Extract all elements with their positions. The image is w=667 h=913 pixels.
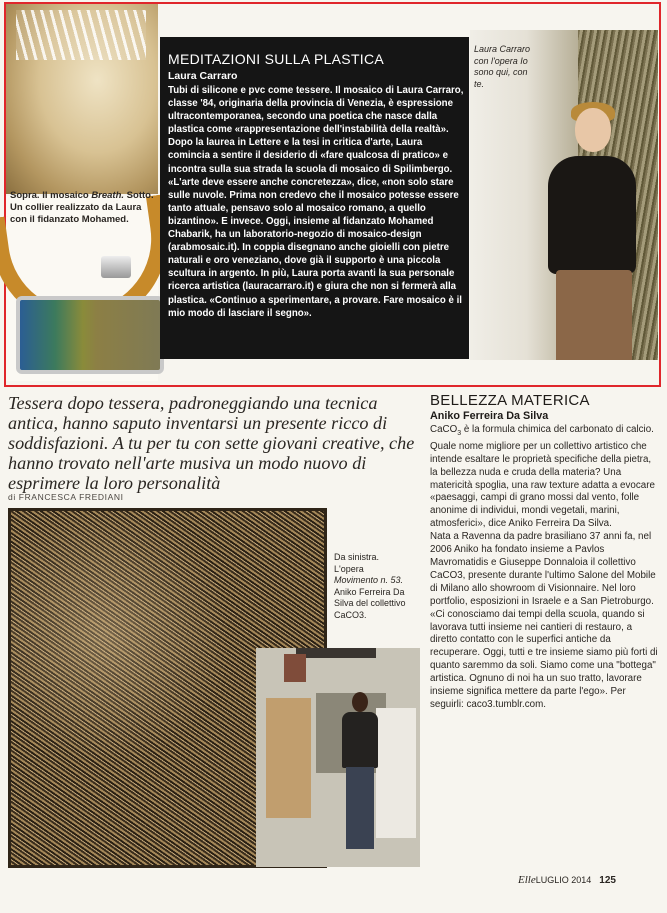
paragraph-text: è la formula chimica del carbonato di calcio. Quale nome migliore per un collettivo artistico che intende esaltare le proprietà specifiche della pietra, la bellezza nuda e cruda della materia? Una matericità spoglia, una raw texture adatta a evocare «paesaggi, campi di grano mossi dal vento, folle anonime di individui, mondi vegetali, marini, atmosferici», dice Aniko Ferreira Da Silva. [430, 424, 655, 530]
headline: Tessera dopo tessera, padroneggiando una tecnica antica, hanno saputo inventarsi un presente ricco di soddisfazioni. A tu per tu con sette giovani creative, che hanno trovato nell'arte musiva un modo nuovo di esprimere la loro personalità [8, 393, 415, 493]
article-box-laura [160, 37, 469, 359]
artist-name: Laura Carraro [168, 70, 238, 82]
page-number: 125 [599, 875, 616, 886]
wall-artwork [284, 654, 306, 682]
studio-lamp [296, 648, 376, 658]
aniko-figure [336, 692, 384, 852]
caption-breath [10, 190, 160, 226]
mosaic-breath-image [6, 4, 158, 194]
caption-text: Sotto. Un collier realizzato da Laura con il fidanzato Mohamed. [10, 190, 154, 225]
caption-movimento [334, 552, 406, 622]
panel-artwork [266, 698, 311, 818]
mosaic-pendant [16, 296, 164, 374]
figure-head [352, 692, 368, 712]
figure-body [342, 712, 378, 768]
issue-date: LUGLIO 2014 [535, 875, 592, 885]
skirt [556, 270, 632, 360]
article-body [430, 424, 660, 712]
page-footer [518, 874, 616, 886]
caption-text: Aniko Ferreira Da Silva del collettivo CaCO3. [334, 586, 406, 620]
caption-portrait: Laura Carraro con l'opera Io sono qui, con te. [474, 44, 531, 89]
artist-name: Aniko Ferreira Da Silva [430, 410, 549, 422]
black-top [548, 156, 636, 274]
necklace-clasp [101, 256, 131, 278]
figure-legs [346, 767, 374, 849]
plastic-tubes-detail [16, 10, 146, 60]
paragraph-text: Nata a Ravenna da padre brasiliano 37 anni fa, nel 2006 Aniko ha fondato insieme a Pavlos Mavromatidis e Giuseppe Donnaloia il collettivo CaCO3, presente durante l'ultimo Salone del Mobile di Milano allo showroom di Visionnaire. Nel loro portfolio, esposizioni in Israele e a San Pietroburgo. «Ci conosciamo dai tempi della scuola, quando si lavorava tutti insieme nei cantieri di restauro, a diretto contatto con le superfici antiche da recuperare. Oggi, tutti e tre insieme siamo più forti di quanto saremmo da soli. Siamo come una "bottega" artistica. Ognuno di noi ha un suo tratto, lavorare insieme significa mettere da parte l'ego». Per seguirli: caco3.tumblr.com. [430, 531, 658, 710]
caption-work-title: Breath. [91, 190, 125, 201]
formula-text: CaCO [430, 424, 458, 435]
section-title: MEDITAZIONI SULLA PLASTICA [168, 51, 385, 67]
aniko-studio-photo [256, 648, 420, 867]
byline: di FRANCESCA FREDIANI [8, 492, 124, 502]
article-body: Tubi di silicone e pvc come tessere. Il mosaico di Laura Carraro, classe '84, originaria della provincia di Venezia, è espressione ultracontemporanea, secondo una poetica che nasce dalla plastica come «rappresentazione dell'instabilità della realtà». Dopo la laurea in Lettere e la tesi in critica d'arte, Laura comincia a sentire il desiderio di «fare qualcosa di pratico» e incontra sulla sua strada la scuola di mosaico di Spilimbergo. «L'arte deve essere anche concretezza», dice, «non solo stare sulle nuvole. Prima non credevo che il mosaico potesse essere tanto attuale, pensavo solo al mosaico romano, a quello bizantino». E invece. Oggi, insieme al fidanzato Mohamed Chabarik, ha un laboratorio-negozio di mosaico-design (arabmosaic.it). In coppia disegnano anche gioielli con pietre naturali e oro veneziano, dove già il supporto è una piccola scultura in argento. In più, Laura porta avanti la sua personale ricerca artistica (lauracarraro.it) e giura che non si fermerà alla plastica. «Continuo a sperimentare, a provare. Fare mosaico è il mio modo di lasciare il segno». [168, 85, 464, 319]
caption-text: Sopra. Il mosaico [10, 190, 92, 201]
magazine-brand: Elle [518, 874, 536, 886]
caption-work-title: Movimento n. 53. [334, 575, 404, 586]
face [575, 108, 611, 152]
caption-text: Da sinistra. L'opera [334, 552, 380, 574]
section-title: BELLEZZA MATERICA [430, 392, 590, 409]
formula-subscript: 3 [457, 429, 462, 437]
